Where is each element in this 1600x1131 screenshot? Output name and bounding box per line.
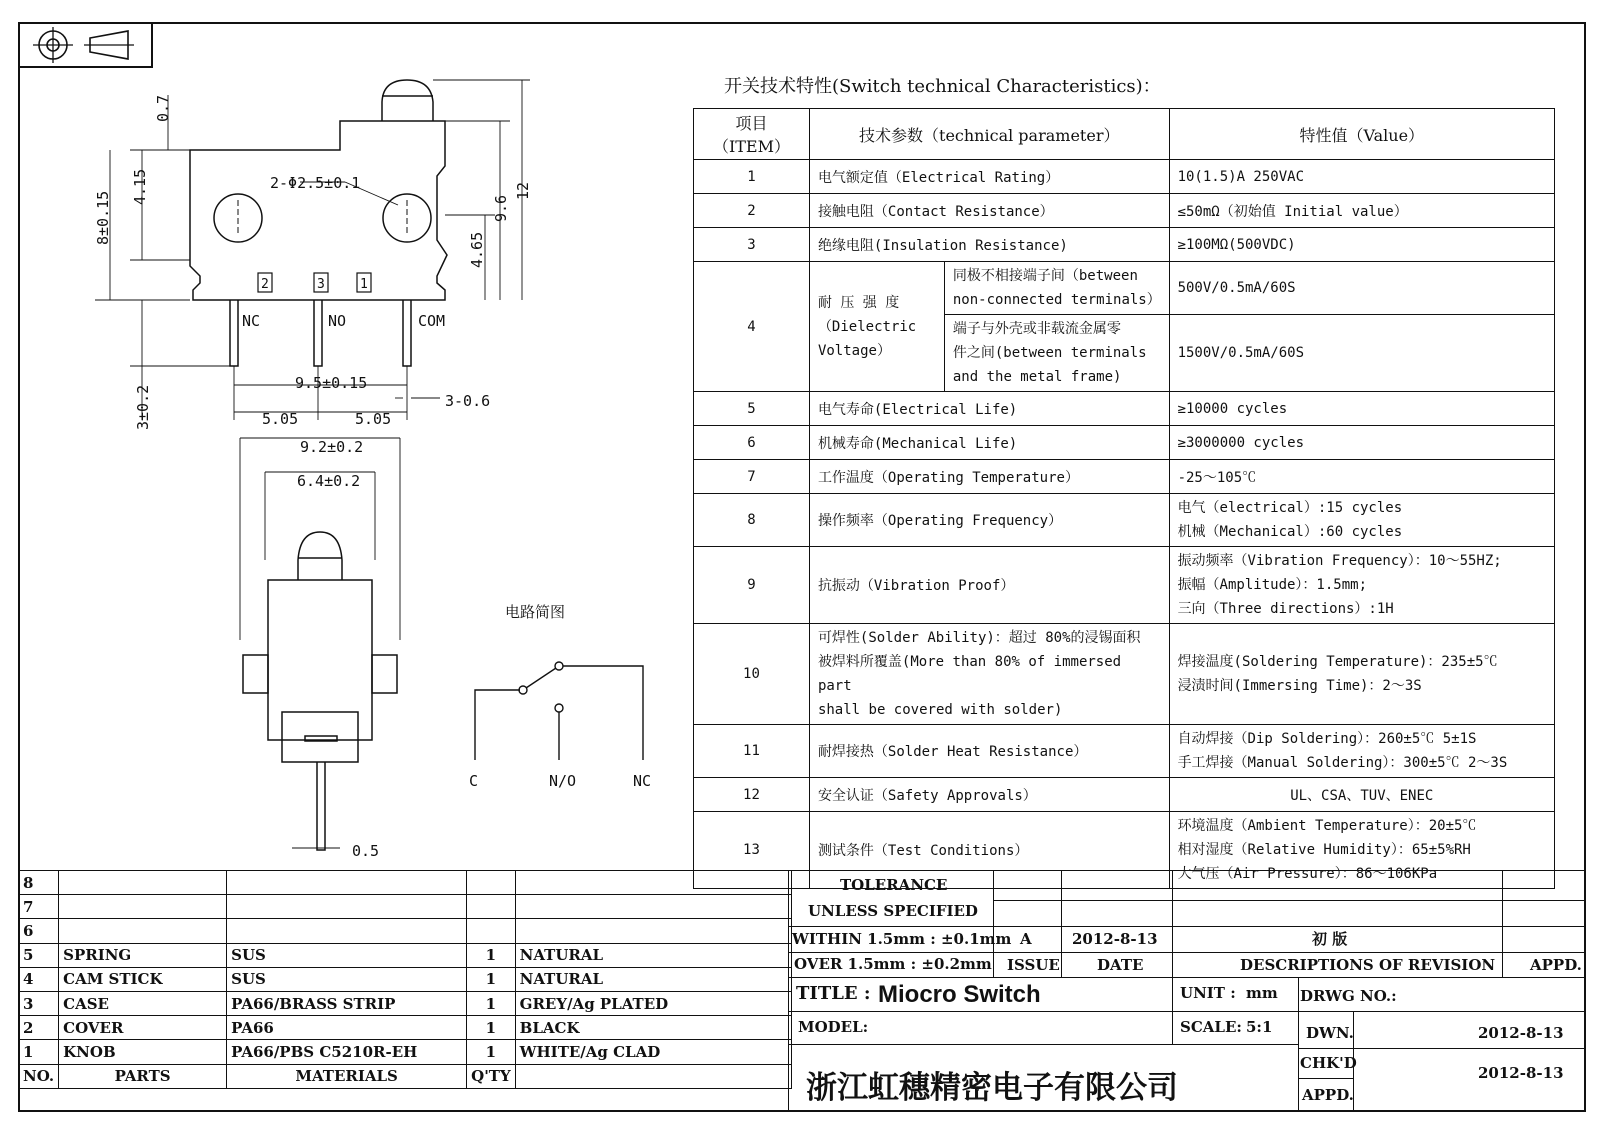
bom-header-row [19,1064,792,1088]
bom-cell-finish: NATURAL [515,943,791,967]
dim-12: 12 [514,181,532,200]
spec-row-dielectric: 4 耐 压 强 度 （Dielectric Voltage） 同极不相接端子间（between non-connected terminals） 500V/0.5mA/60S [694,262,1555,315]
pin-label-no: NO [328,312,347,330]
spec-header-item: 项目 （ITEM） [694,109,810,160]
bom-row [19,919,792,943]
spec-row: 8 操作频率（Operating Frequency） 电气（electrical）:15 cycles 机械（Mechanical）:60 cycles [694,494,1555,547]
bom-header-qty: Q'TY [467,1064,516,1088]
bom-cell-finish [515,895,791,919]
pin-label-nc: NC [242,312,261,330]
spec-row: 11 耐焊接热（Solder Heat Resistance） 自动焊接（Dip Soldering）：260±5℃ 5±1S 手工焊接（Manual Soldering）：300±5℃ 2～3S [694,725,1555,778]
bom-cell-material: SUS [227,967,467,991]
switch-drawing [0,0,690,860]
spec-row: 5 电气寿命(Electrical Life) ≥10000 cycles [694,392,1555,426]
within-label: WITHIN 1.5mm : ±0.1mm [792,930,1012,948]
bom-cell-finish [515,871,791,895]
bom-cell-material [227,919,467,943]
bom-cell-no: 6 [19,919,59,943]
spec-row: 12 安全认证（Safety Approvals） UL、CSA、TUV、ENEC [694,778,1555,812]
title-label: TITLE : [796,983,871,1004]
circuit-label-c: C [469,772,479,790]
spec-row: 3 绝缘电阻(Insulation Resistance) ≥100MΩ(500VDC) [694,228,1555,262]
bom-cell-material: SUS [227,943,467,967]
bom-cell-material: PA66/PBS C5210R-EH [227,1040,467,1064]
bom-cell-no: 3 [19,991,59,1015]
rev-issue: A [1020,930,1032,948]
unit-value: mm [1246,984,1278,1002]
bom-cell-material: PA66 [227,1016,467,1040]
dim-5-05-right: 5.05 [355,410,392,428]
spec-row: 10 可焊性(Solder Ability)：超过 80%的浸锡面积 被焊料所覆盖(More than 80% of immersed part shall be covered with solder) 焊接温度(Soldering Temperature)：235±5℃ 浸渍时间(Immersing Time)：2～3S [694,624,1555,725]
bom-cell-qty: 1 [467,943,516,967]
bom-cell-part [59,919,227,943]
dim-hole: 2-Φ2.5±0.1 [270,174,361,192]
model-label: MODEL: [798,1018,869,1036]
dim-6-4: 6.4±0.2 [297,472,361,490]
dim-3: 3±0.2 [134,384,152,430]
spec-row: 9 抗振动（Vibration Proof） 振动频率（Vibration Frequency）：10～55HZ; 振幅（Amplitude）：1.5mm; 三向（Three directions）:1H [694,547,1555,624]
bom-cell-part [59,895,227,919]
bom-row [19,1016,792,1040]
appd2-label: APPD. [1302,1086,1354,1104]
pin-number-2: 2 [261,277,269,292]
dim-4-65: 4.65 [468,231,486,268]
pin-no [314,300,322,366]
bom-row [19,895,792,919]
dwn-date: 2012-8-13 [1478,1024,1564,1042]
bom-cell-qty [467,871,516,895]
circuit-title: 电路简图 [505,603,566,621]
spec-row: 13 测试条件（Test Conditions） 环境温度（Ambient Temperature）：20±5℃ 相对湿度（Relative Humidity）：65±5%RH 大气压（Air Pressure）：86～106KPa [694,812,1555,889]
pin-number-1: 1 [360,277,368,292]
dim-4-15: 4.15 [131,168,149,205]
bom-cell-part [59,871,227,895]
bom-cell-qty [467,919,516,943]
bom-cell-part: SPRING [59,943,227,967]
title-value: Miocro Switch [878,981,1041,1008]
bom-cell-no: 5 [19,943,59,967]
spec-row-dielectric-2: 端子与外壳或非载流金属零 件之间(between terminals and the metal frame) 1500V/0.5mA/60S [694,315,1555,392]
spec-row: 7 工作温度（Operating Temperature） -25～105℃ [694,460,1555,494]
over-label: OVER 1.5mm : ±0.2mm [794,955,992,973]
dim-9-6: 9.6 [492,194,510,222]
date-label: DATE [1097,956,1144,974]
dim-9-2: 9.2±0.2 [300,438,364,456]
pin-com [403,300,411,366]
bom-cell-material [227,871,467,895]
dwn-label: DWN. [1306,1024,1354,1042]
spec-table [693,108,1555,889]
chkd-date: 2012-8-13 [1478,1064,1564,1082]
spec-row: 1 电气额定值（Electrical Rating） 10(1.5)A 250VAC [694,160,1555,194]
rev-description: 初 版 [1312,930,1348,948]
bom-row [19,1040,792,1064]
spec-title: 开关技术特性(Switch technical Characteristics)： [724,76,1161,97]
pin-label-com: COM [418,312,446,330]
issue-label: ISSUE [1007,956,1060,974]
dim-3-0-6: 3-0.6 [445,392,491,410]
circuit-label-nc: NC [633,772,652,790]
circuit-diagram [475,662,643,760]
bom-cell-qty: 1 [467,967,516,991]
bom-cell-finish: WHITE/Ag CLAD [515,1040,791,1064]
pin-number-3: 3 [317,277,325,292]
dim-8: 8±0.15 [94,190,112,245]
bom-cell-no: 7 [19,895,59,919]
appd-label: APPD. [1530,956,1582,974]
unless-label: UNLESS SPECIFIED [808,902,978,920]
pin-nc [230,300,238,366]
bom-row [19,943,792,967]
bom-cell-qty: 1 [467,1016,516,1040]
bom-cell-no: 2 [19,1016,59,1040]
bom-cell-finish: NATURAL [515,967,791,991]
bom-table [18,870,792,1089]
bom-header-no: NO. [19,1064,59,1088]
rev-date: 2012-8-13 [1072,930,1158,948]
spec-header-param: 技术参数（technical parameter） [809,109,1169,160]
bom-header-material: MATERIALS [227,1064,467,1088]
spec-row: 6 机械寿命(Mechanical Life) ≥3000000 cycles [694,426,1555,460]
bom-cell-part: KNOB [59,1040,227,1064]
bom-cell-qty: 1 [467,991,516,1015]
bom-cell-material: PA66/BRASS STRIP [227,991,467,1015]
dim-0-5: 0.5 [352,842,380,860]
actuator-knob [382,80,433,121]
company-name: 浙江虹穗精密电子有限公司 [806,1070,1178,1106]
desc-label: DESCRIPTIONS OF REVISION [1240,956,1496,974]
bom-cell-finish [515,919,791,943]
bom-row [19,967,792,991]
bom-header-part: PARTS [59,1064,227,1088]
bom-row [19,871,792,895]
bom-cell-finish: GREY/Ag PLATED [515,991,791,1015]
bom-cell-material [227,895,467,919]
spec-header-value: 特性值（Value） [1169,109,1554,160]
bom-cell-qty [467,895,516,919]
bom-cell-finish: BLACK [515,1016,791,1040]
scale-value: 5:1 [1246,1018,1273,1036]
bom-cell-no: 4 [19,967,59,991]
front-view-body [268,580,372,740]
bom-cell-part: COVER [59,1016,227,1040]
dim-9-5: 9.5±0.15 [295,374,368,392]
chkd-label: CHK'D [1300,1054,1357,1072]
unit-label: UNIT : [1180,984,1236,1002]
bom-cell-no: 8 [19,871,59,895]
spec-row: 2 接触电阻（Contact Resistance） ≤50mΩ（初始值 Initial value） [694,194,1555,228]
drwg-label: DRWG NO.: [1300,987,1397,1005]
dim-0-7: 0.7 [154,94,172,122]
tolerance-label: TOLERANCE [840,876,948,894]
bom-cell-part: CASE [59,991,227,1015]
bom-cell-part: CAM STICK [59,967,227,991]
circuit-label-no: N/O [549,772,577,790]
bom-cell-qty: 1 [467,1040,516,1064]
bom-cell-no: 1 [19,1040,59,1064]
scale-label: SCALE: [1180,1018,1242,1036]
bom-row [19,991,792,1015]
dim-5-05-left: 5.05 [262,410,299,428]
